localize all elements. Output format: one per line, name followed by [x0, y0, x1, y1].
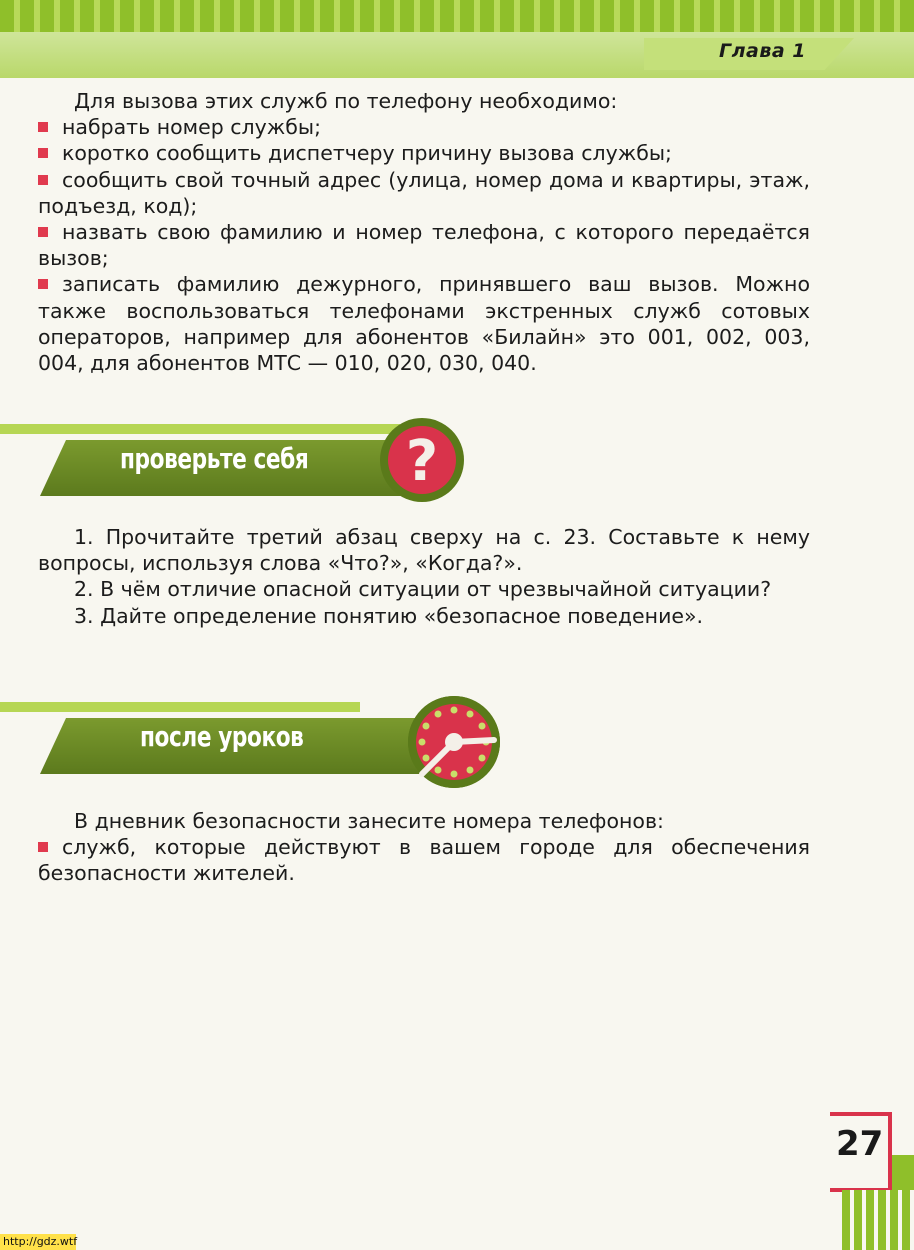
after-lessons-text	[38, 808, 810, 887]
question-item: 1. Прочитайте третий абзац сверху на с. 23. Составьте к нему вопросы, используя слова «Что?», «Когда?».	[38, 525, 810, 576]
check-yourself-title: проверьте себя	[120, 442, 309, 475]
clock-icon	[408, 696, 500, 788]
list-item: служб, которые действуют в вашем городе для обеспечения безопасности жителей.	[38, 835, 810, 886]
bullet-icon	[38, 279, 48, 289]
bullet-icon	[38, 175, 48, 185]
list-item: назвать свою фамилию и номер телефона, с которого передаётся вызов;	[38, 220, 810, 271]
banner-strip	[0, 424, 400, 434]
list-item: набрать номер службы;	[38, 114, 810, 140]
instructions-intro: Для вызова этих служб по телефону необходимо:	[74, 89, 618, 113]
question-item: 2. В чём отличие опасной ситуации от чрезвычайной ситуации?	[74, 577, 772, 602]
question-item: 3. Дайте определение понятию «безопасное поведение».	[74, 603, 704, 628]
list-item: сообщить свой точный адрес (улица, номер дома и квартиры, этаж, подъезд, код);	[38, 167, 810, 218]
question-mark-icon	[380, 418, 464, 502]
source-watermark: http://gdz.wtf	[0, 1234, 76, 1250]
header-stripes	[0, 0, 914, 32]
bullet-icon	[38, 122, 48, 132]
bullet-icon	[38, 148, 48, 158]
svg-text:?: ?	[405, 429, 439, 494]
footer-stripes	[842, 1190, 914, 1250]
review-questions	[38, 524, 810, 629]
page-number: 27	[836, 1124, 884, 1164]
bullet-icon	[38, 842, 48, 852]
emergency-call-instructions	[38, 88, 810, 376]
operators-note: Можно также воспользоваться телефонами экстренных служб сотовых операторов, например для абонентов «Билайн» это 001, 002, 003, 004, для абонентов МТС — 010, 020, 030, 040.	[38, 272, 810, 376]
bullet-icon	[38, 227, 48, 237]
chapter-label: Глава 1	[718, 40, 806, 62]
list-item: коротко сообщить диспетчеру причину вызова службы;	[38, 140, 810, 166]
after-lessons-intro: В дневник безопасности занесите номера телефонов:	[74, 809, 664, 833]
list-item: записать фамилию дежурного, принявшего ваш вызов. Можно также воспользоваться телефонами экстренных служб сотовых операторов, например для абонентов «Билайн» это 001, 002, 003, 004, для абонентов МТС — 010, 020, 030, 040.	[38, 272, 810, 376]
banner-strip	[0, 702, 360, 712]
after-lessons-title: после уроков	[140, 720, 304, 753]
